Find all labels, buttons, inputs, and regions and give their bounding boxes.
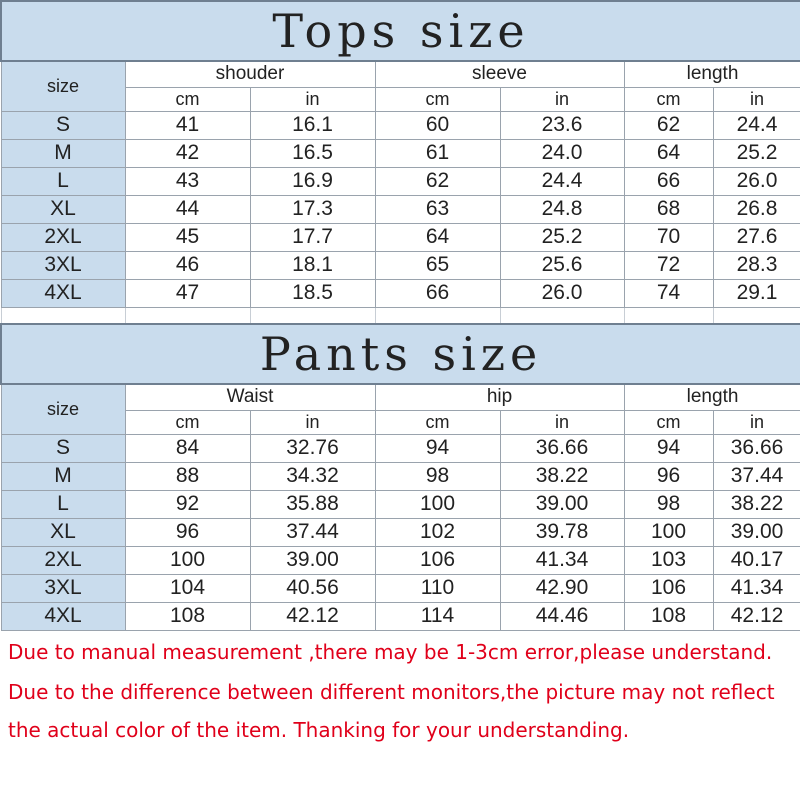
tops-measurement-cell: 66 [375,279,500,307]
tops-measurement-cell: 64 [624,139,713,167]
tops-measurement-cell: 60 [375,111,500,139]
pants-size-label: S [1,434,125,462]
pants-table-row [1,434,800,462]
pants-measurement-cell: 92 [125,490,250,518]
tops-measurement-cell: 63 [375,195,500,223]
tops-size-label: XL [1,195,125,223]
pants-measurement-cell: 106 [624,574,713,602]
tops-unit-header: in [500,87,624,111]
tops-measurement-cell: 42 [125,139,250,167]
pants-table-row [1,462,800,490]
tops-table-row [1,167,800,195]
tops-measurement-cell: 26.0 [500,279,624,307]
tops-group-header-shoulder: shouder [125,61,375,87]
pants-measurement-cell: 44.46 [500,602,624,630]
tops-measurement-cell: 16.1 [250,111,375,139]
pants-unit-header: cm [125,410,250,434]
tops-measurement-cell: 72 [624,251,713,279]
tops-measurement-cell: 26.0 [713,167,800,195]
tops-measurement-cell: 28.3 [713,251,800,279]
monitor-note-line-1: Due to the difference between different monitors,the picture may not reflect [8,680,775,704]
tops-measurement-cell: 24.4 [713,111,800,139]
tops-size-label: 4XL [1,279,125,307]
pants-table-row [1,546,800,574]
tops-measurement-cell: 65 [375,251,500,279]
tops-measurement-cell: 43 [125,167,250,195]
pants-table-row [1,490,800,518]
pants-size-label: 4XL [1,602,125,630]
pants-measurement-cell: 104 [125,574,250,602]
pants-measurement-cell: 41.34 [500,546,624,574]
pants-measurement-cell: 88 [125,462,250,490]
pants-measurement-cell: 35.88 [250,490,375,518]
tops-measurement-cell: 24.0 [500,139,624,167]
tops-measurement-cell: 41 [125,111,250,139]
pants-size-section [0,323,800,631]
pants-group-header-hip: hip [375,384,624,410]
tops-measurement-cell: 25.2 [713,139,800,167]
pants-table-row [1,602,800,630]
pants-measurement-cell: 106 [375,546,500,574]
pants-group-header-length: length [624,384,800,410]
pants-measurement-cell: 34.32 [250,462,375,490]
pants-measurement-cell: 108 [125,602,250,630]
tops-unit-header: cm [624,87,713,111]
pants-measurement-cell: 100 [375,490,500,518]
tops-unit-header: in [713,87,800,111]
tops-measurement-cell: 18.1 [250,251,375,279]
tops-unit-header: cm [375,87,500,111]
pants-measurement-cell: 36.66 [713,434,800,462]
tops-size-section [0,0,800,324]
tops-unit-header: cm [125,87,250,111]
tops-measurement-cell: 46 [125,251,250,279]
pants-size-table [0,323,800,631]
tops-measurement-cell: 47 [125,279,250,307]
pants-measurement-cell: 37.44 [250,518,375,546]
tops-size-label: S [1,111,125,139]
tops-table-row [1,139,800,167]
pants-unit-header: in [250,410,375,434]
tops-size-header: size [1,61,125,111]
tops-measurement-cell: 27.6 [713,223,800,251]
tops-measurement-cell: 23.6 [500,111,624,139]
tops-measurement-cell: 16.5 [250,139,375,167]
pants-measurement-cell: 108 [624,602,713,630]
tops-measurement-cell: 25.2 [500,223,624,251]
tops-size-table [0,0,800,324]
pants-table-row [1,518,800,546]
monitor-note-line-2: the actual color of the item. Thanking for your understanding. [8,718,630,742]
pants-size-header: size [1,384,125,434]
tops-table-row [1,111,800,139]
pants-measurement-cell: 102 [375,518,500,546]
pants-size-label: L [1,490,125,518]
tops-title: Tops size [1,1,800,61]
pants-measurement-cell: 42.12 [713,602,800,630]
tops-measurement-cell: 17.7 [250,223,375,251]
measurement-note: Due to manual measurement ,there may be 1-3cm error,please understand. [8,640,773,664]
pants-measurement-cell: 36.66 [500,434,624,462]
tops-group-header-sleeve: sleeve [375,61,624,87]
pants-measurement-cell: 100 [125,546,250,574]
tops-measurement-cell: 24.4 [500,167,624,195]
pants-table-row [1,574,800,602]
pants-unit-header: cm [375,410,500,434]
tops-measurement-cell: 16.9 [250,167,375,195]
pants-size-label: XL [1,518,125,546]
tops-size-label: 3XL [1,251,125,279]
pants-measurement-cell: 39.00 [500,490,624,518]
tops-measurement-cell: 45 [125,223,250,251]
pants-measurement-cell: 98 [375,462,500,490]
tops-measurement-cell: 44 [125,195,250,223]
pants-measurement-cell: 98 [624,490,713,518]
tops-size-label: 2XL [1,223,125,251]
tops-measurement-cell: 74 [624,279,713,307]
pants-measurement-cell: 42.12 [250,602,375,630]
pants-measurement-cell: 38.22 [713,490,800,518]
pants-group-header-waist: Waist [125,384,375,410]
tops-blank-row [1,307,800,323]
pants-measurement-cell: 42.90 [500,574,624,602]
pants-measurement-cell: 37.44 [713,462,800,490]
pants-measurement-cell: 39.00 [250,546,375,574]
tops-measurement-cell: 70 [624,223,713,251]
pants-size-label: 2XL [1,546,125,574]
tops-table-row [1,223,800,251]
tops-size-label: M [1,139,125,167]
tops-table-row [1,279,800,307]
tops-unit-header: in [250,87,375,111]
pants-measurement-cell: 40.17 [713,546,800,574]
pants-measurement-cell: 39.78 [500,518,624,546]
pants-measurement-cell: 96 [125,518,250,546]
tops-measurement-cell: 62 [624,111,713,139]
tops-measurement-cell: 29.1 [713,279,800,307]
pants-measurement-cell: 96 [624,462,713,490]
tops-measurement-cell: 68 [624,195,713,223]
pants-unit-header: in [500,410,624,434]
tops-measurement-cell: 62 [375,167,500,195]
tops-measurement-cell: 26.8 [713,195,800,223]
pants-size-label: M [1,462,125,490]
pants-title: Pants size [1,324,800,384]
tops-measurement-cell: 24.8 [500,195,624,223]
pants-unit-header: cm [624,410,713,434]
pants-size-label: 3XL [1,574,125,602]
pants-measurement-cell: 40.56 [250,574,375,602]
pants-measurement-cell: 103 [624,546,713,574]
pants-measurement-cell: 39.00 [713,518,800,546]
pants-measurement-cell: 94 [375,434,500,462]
pants-measurement-cell: 41.34 [713,574,800,602]
pants-measurement-cell: 84 [125,434,250,462]
tops-measurement-cell: 66 [624,167,713,195]
tops-measurement-cell: 25.6 [500,251,624,279]
tops-size-label: L [1,167,125,195]
pants-measurement-cell: 94 [624,434,713,462]
pants-measurement-cell: 32.76 [250,434,375,462]
tops-measurement-cell: 64 [375,223,500,251]
pants-measurement-cell: 110 [375,574,500,602]
tops-group-header-length: length [624,61,800,87]
pants-measurement-cell: 114 [375,602,500,630]
tops-table-row [1,251,800,279]
tops-table-row [1,195,800,223]
pants-measurement-cell: 100 [624,518,713,546]
tops-measurement-cell: 17.3 [250,195,375,223]
tops-measurement-cell: 18.5 [250,279,375,307]
pants-measurement-cell: 38.22 [500,462,624,490]
tops-measurement-cell: 61 [375,139,500,167]
pants-unit-header: in [713,410,800,434]
